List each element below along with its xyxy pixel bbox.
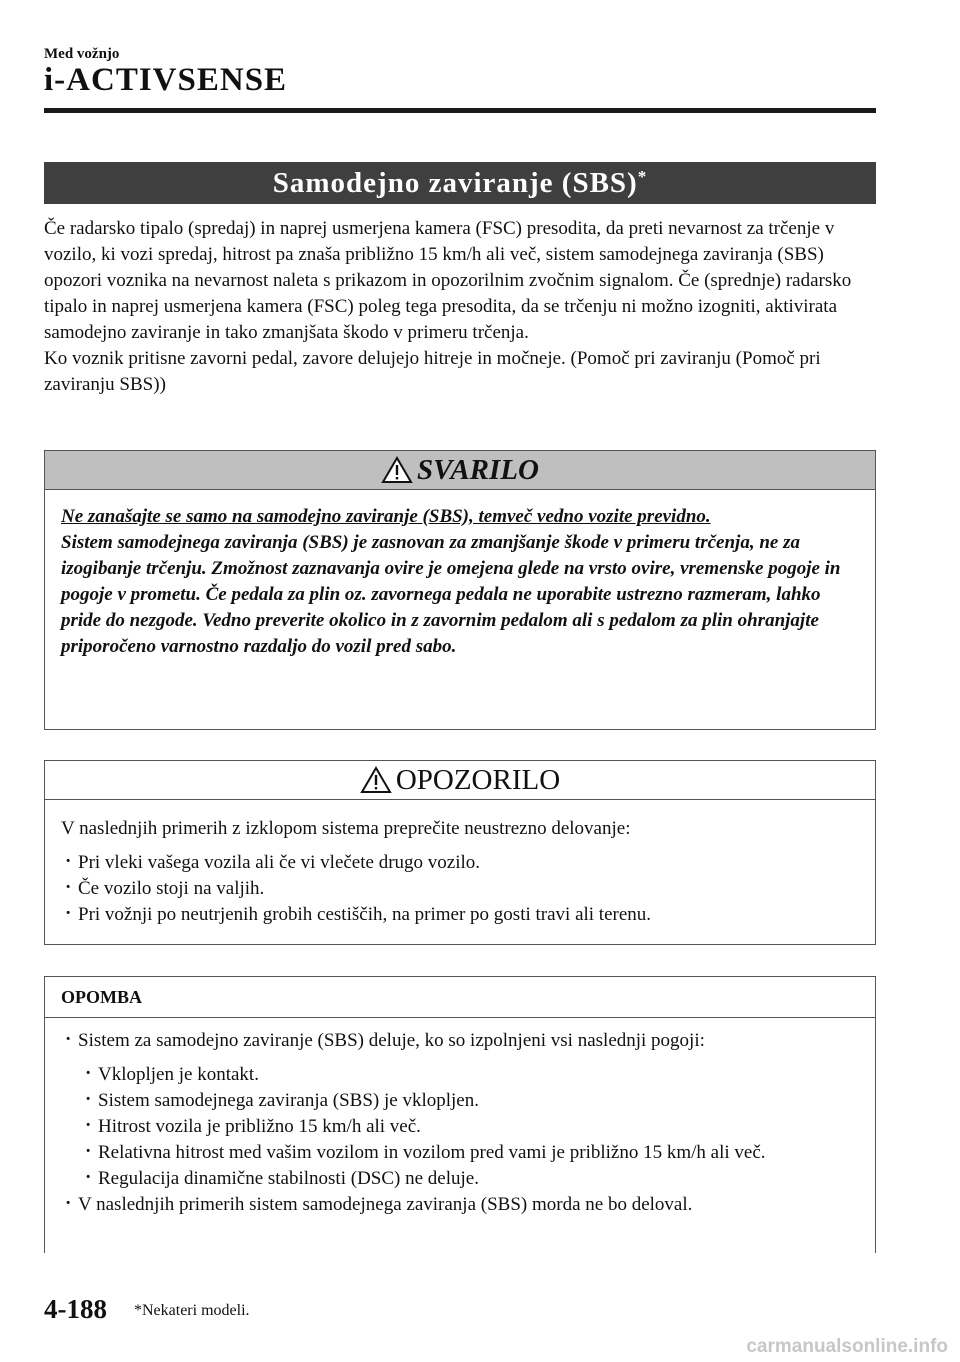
note-item-1: Sistem za samodejno zaviranje (SBS) deluje, ko so izpolnjeni vsi naslednji pogoji: — [78, 1030, 705, 1051]
chapter-title: i-ACTIVSENSE — [44, 62, 288, 98]
warning-box — [44, 450, 876, 730]
header-rule — [44, 108, 876, 113]
warning-body — [45, 490, 875, 660]
section-kicker: Med vožnjo — [44, 46, 120, 62]
condition-list — [78, 1062, 859, 1192]
list-item: · Regulacija dinamične stabilnosti (DSC) ne deluje. — [81, 1166, 859, 1192]
warning-emphasis: Ne zanašajte se samo na samodejno zaviranje (SBS), temveč vedno vozite previdno. — [61, 506, 711, 527]
list-item: · Hitrost vozila je približno 15 km/h ali več. — [81, 1114, 859, 1140]
note-list — [61, 1028, 859, 1218]
caution-box — [44, 760, 876, 945]
list-item — [61, 1028, 859, 1192]
intro-paragraph-2: Ko voznik pritisne zavorni pedal, zavore delujejo hitreje in močneje. (Pomoč pri zaviranju (Pomoč pri zaviranju SBS)) — [44, 348, 821, 395]
list-item: · Sistem samodejnega zaviranja (SBS) je vklopljen. — [81, 1088, 859, 1114]
list-item: · Pri vožnji po neutrjenih grobih cestiščih, na primer po gosti travi ali terenu. — [61, 902, 859, 928]
note-box — [44, 976, 876, 1253]
caution-list — [61, 850, 859, 928]
warning-header — [45, 451, 875, 490]
page-number: 4-188 — [44, 1294, 107, 1324]
footnote: *Nekateri modeli. — [134, 1302, 250, 1319]
model-marker: * — [637, 167, 648, 186]
list-item: · Relativna hitrost med vašim vozilom in vozilom pred vami je približno 15 km/h ali več. — [81, 1140, 859, 1166]
caution-triangle-icon — [360, 766, 392, 794]
list-item: · Pri vleki vašega vozila ali če vi vlečete drugo vozilo. — [61, 850, 859, 876]
section-title-bar — [44, 162, 876, 204]
note-header: OPOMBA — [45, 977, 875, 1018]
list-item: · V naslednjih primerih sistem samodejnega zaviranja (SBS) morda ne bo deloval. — [61, 1192, 859, 1218]
intro-paragraph-1: Če radarsko tipalo (spredaj) in naprej usmerjena kamera (FSC) presodita, da preti nevarnost za trčenje v vozilo, ki vozi spredaj, hitrost pa znaša približno 15 km/h ali več, sistem samodejnega zaviranja (SBS) opozori voznika na nevarnost naleta s prikazom in opozorilnim zvočnim signalom. Če (sprednje) radarsko tipalo in naprej usmerjena kamera (FSC) poleg tega presodita, da se trčenju ni možno izogniti, aktivirata samodejno zaviranje in tako zmanjšata škodo v primeru trčenja. — [44, 218, 852, 343]
warning-triangle-icon — [381, 456, 413, 484]
list-item: · Če vozilo stoji na valjih. — [61, 876, 859, 902]
warning-text: Sistem samodejnega zaviranja (SBS) je zasnovan za zmanjšanje škode v primeru trčenja, ne za izogibanje trčenju. Zmožnost zaznavanja ovire je omejena glede na vrsto ovire, vremenske pogoje in pogoje v prometu. Če pedala za plin oz. zavornega pedala ne uporabite ustrezno razmeram, lahko pride do nezgode. Vedno preverite okolico in z zavornim pedalom ali s pedalom za plin ohranjajte priporočeno varnostno razdaljo do vozil pred sabo. — [61, 532, 841, 657]
caution-intro: V naslednjih primerih z izklopom sistema preprečite neustrezno delovanje: — [61, 818, 631, 839]
list-item: · Vklopljen je kontakt. — [81, 1062, 859, 1088]
caution-body — [45, 800, 875, 928]
warning-heading: SVARILO — [417, 453, 539, 486]
note-body — [45, 1018, 875, 1218]
caution-header — [45, 761, 875, 800]
intro-text — [44, 216, 876, 398]
watermark: carmanualsonline.info — [746, 1336, 948, 1357]
caution-heading: OPOZORILO — [395, 763, 561, 796]
section-title: Samodejno zaviranje (SBS) — [272, 166, 638, 199]
